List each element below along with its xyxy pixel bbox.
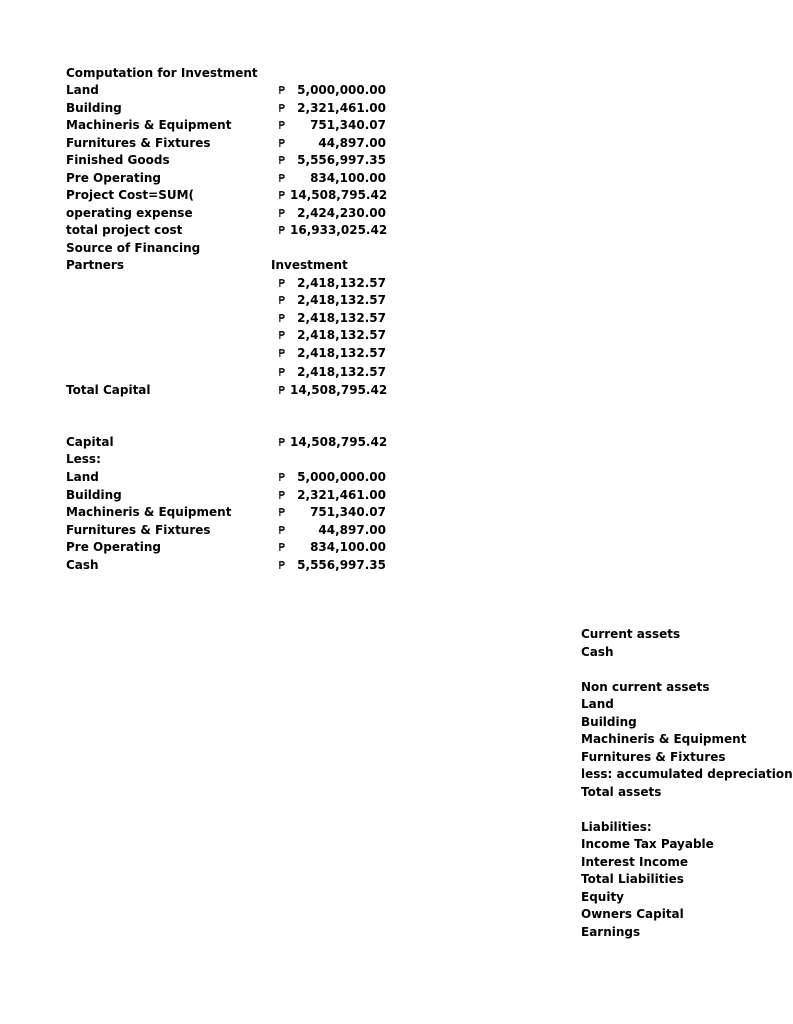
investment-title: Computation for Investment xyxy=(66,66,258,80)
peso-sign: ₱ xyxy=(278,136,286,150)
capital-row xyxy=(0,434,768,451)
peso-sign: ₱ xyxy=(278,189,286,202)
financing-title: Source of Financing xyxy=(66,241,201,255)
balance-sheet-row xyxy=(581,906,781,923)
peso-sign: ₱ xyxy=(278,471,286,484)
balance-sheet-row xyxy=(581,626,781,643)
investment-row-label: Furnitures & Fixtures xyxy=(66,135,211,150)
capital-deduction-row-amount: 5,556,997.35 xyxy=(297,557,386,572)
partner-investment-row xyxy=(0,364,768,381)
investment-row-amount: 834,100.00 xyxy=(310,170,386,185)
peso-sign: ₱ xyxy=(278,277,286,290)
balance-sheet-label: Owners Capital xyxy=(581,907,684,921)
capital-deduction-row xyxy=(0,504,768,521)
partner-investment-row xyxy=(0,292,768,309)
investment-row-amount: 5,000,000.00 xyxy=(297,83,386,97)
balance-sheet-row xyxy=(581,836,781,853)
investment-row xyxy=(0,205,768,222)
total-capital-label: Total Capital xyxy=(66,383,151,397)
balance-sheet-row xyxy=(581,749,781,766)
capital-deduction-row-label: Cash xyxy=(66,557,99,572)
investment-row-label: Finished Goods xyxy=(66,153,170,167)
peso-sign: ₱ xyxy=(278,154,286,167)
balance-sheet-label: Cash xyxy=(581,644,614,659)
investment-title-row xyxy=(0,65,768,82)
peso-sign: ₱ xyxy=(278,329,286,342)
capital-deduction-row-label: Pre Operating xyxy=(66,540,161,554)
capital-deduction-row-label: Land xyxy=(66,470,99,484)
investment-row-label: Pre Operating xyxy=(66,170,161,185)
balance-sheet-row xyxy=(581,679,781,696)
investment-row-amount: 5,556,997.35 xyxy=(297,153,386,167)
peso-sign: ₱ xyxy=(278,541,286,554)
peso-sign: ₱ xyxy=(278,523,286,537)
capital-amount: 14,508,795.42 xyxy=(290,435,388,449)
peso-sign: ₱ xyxy=(278,384,286,397)
investment-row-amount: 2,321,461.00 xyxy=(297,100,386,115)
balance-sheet-label: Total Liabilities xyxy=(581,872,684,886)
capital-deduction-row-label: Machineris & Equipment xyxy=(66,505,232,519)
peso-sign: ₱ xyxy=(278,224,286,237)
balance-sheet-row xyxy=(581,871,781,888)
investment-row-label: Building xyxy=(66,100,122,115)
balance-sheet-row xyxy=(581,696,781,713)
total-capital-amount: 14,508,795.42 xyxy=(290,383,388,397)
partner-investment-row-amount: 2,418,132.57 xyxy=(297,346,386,360)
investment-row-label: total project cost xyxy=(66,223,183,237)
balance-sheet-label: Interest Income xyxy=(581,854,689,869)
capital-deduction-row xyxy=(0,487,768,504)
peso-sign: ₱ xyxy=(278,206,286,220)
capital-deduction-row-amount: 834,100.00 xyxy=(310,540,386,554)
investment-row-amount: 16,933,025.42 xyxy=(290,223,388,237)
partner-investment-row xyxy=(0,310,768,327)
balance-sheet-row xyxy=(581,731,781,748)
investment-row xyxy=(0,170,768,187)
capital-deduction-row-amount: 751,340.07 xyxy=(310,505,386,519)
investment-row-amount: 751,340.07 xyxy=(310,118,386,132)
balance-sheet-row xyxy=(581,819,781,836)
capital-deduction-row-label: Building xyxy=(66,487,122,502)
capital-deduction-row xyxy=(0,522,768,539)
capital-deduction-row-amount: 2,321,461.00 xyxy=(297,487,386,502)
investment-row xyxy=(0,135,768,152)
partner-investment-row-amount: 2,418,132.57 xyxy=(297,311,386,325)
investment-row-amount: 2,424,230.00 xyxy=(297,205,386,220)
investment-row-label: Project Cost=SUM( xyxy=(66,188,195,202)
investment-row-label: Land xyxy=(66,83,99,97)
capital-label: Capital xyxy=(66,435,114,449)
investment-row xyxy=(0,187,768,204)
balance-sheet-label: Earnings xyxy=(581,924,641,939)
balance-sheet-label: Machineris & Equipment xyxy=(581,732,747,746)
peso-sign: ₱ xyxy=(278,347,286,360)
capital-deduction-row xyxy=(0,557,768,574)
investment-row-amount: 14,508,795.42 xyxy=(290,188,388,202)
balance-sheet-row xyxy=(581,661,781,678)
balance-sheet-label: less: accumulated depreciation xyxy=(581,767,793,781)
balance-sheet-label: Land xyxy=(581,697,614,711)
balance-sheet-row xyxy=(581,714,781,731)
balance-sheet-label: Current assets xyxy=(581,627,681,641)
partners-header: Partners xyxy=(66,258,124,272)
partner-investment-row-amount: 2,418,132.57 xyxy=(297,365,386,379)
balance-sheet-row xyxy=(581,784,781,801)
partner-investment-row xyxy=(0,275,768,292)
peso-sign: ₱ xyxy=(278,366,286,379)
balance-sheet-row xyxy=(581,854,781,871)
balance-sheet-label: Total assets xyxy=(581,784,662,799)
investment-row xyxy=(0,222,768,239)
partner-investment-row-amount: 2,418,132.57 xyxy=(297,328,386,342)
financing-header-row xyxy=(0,257,768,274)
investment-row xyxy=(0,100,768,117)
balance-sheet-label: Building xyxy=(581,714,637,729)
partner-investment-row xyxy=(0,327,768,344)
investment-row xyxy=(0,82,768,99)
peso-sign: ₱ xyxy=(278,101,286,115)
peso-sign: ₱ xyxy=(278,171,286,185)
investment-row xyxy=(0,117,768,134)
balance-sheet-row xyxy=(581,766,793,783)
capital-deduction-row-amount: 44,897.00 xyxy=(318,522,386,537)
balance-sheet-row xyxy=(581,801,781,818)
peso-sign: ₱ xyxy=(278,84,286,97)
peso-sign: ₱ xyxy=(278,506,286,519)
balance-sheet-label: Income Tax Payable xyxy=(581,837,714,851)
peso-sign: ₱ xyxy=(278,312,286,325)
financing-title-row xyxy=(0,240,768,257)
peso-sign: ₱ xyxy=(278,294,286,307)
partner-investment-row-amount: 2,418,132.57 xyxy=(297,293,386,307)
balance-sheet-column xyxy=(581,0,793,1024)
peso-sign: ₱ xyxy=(278,436,286,449)
less-label: Less: xyxy=(66,452,101,466)
capital-deduction-row-amount: 5,000,000.00 xyxy=(297,470,386,484)
balance-sheet-label: Equity xyxy=(581,889,625,904)
capital-deduction-row xyxy=(0,539,768,556)
investment-header: Investment xyxy=(271,258,348,272)
capital-deduction-row-label: Furnitures & Fixtures xyxy=(66,522,211,537)
investment-row-label: operating expense xyxy=(66,205,193,220)
less-row xyxy=(0,451,768,468)
partner-investment-row xyxy=(0,345,768,362)
total-capital-row xyxy=(0,382,768,399)
balance-sheet-row xyxy=(581,924,781,941)
balance-sheet-label: Furnitures & Fixtures xyxy=(581,749,726,764)
balance-sheet-row xyxy=(581,889,781,906)
peso-sign: ₱ xyxy=(278,119,286,132)
peso-sign: ₱ xyxy=(278,488,286,502)
balance-sheet-label: Non current assets xyxy=(581,679,710,694)
investment-row xyxy=(0,152,768,169)
investment-row-amount: 44,897.00 xyxy=(318,135,386,150)
capital-deduction-row xyxy=(0,469,768,486)
balance-sheet-label: Liabilities: xyxy=(581,819,652,834)
investment-row-label: Machineris & Equipment xyxy=(66,118,232,132)
peso-sign: ₱ xyxy=(278,558,286,572)
partner-investment-row-amount: 2,418,132.57 xyxy=(297,276,386,290)
balance-sheet-row xyxy=(581,644,781,661)
